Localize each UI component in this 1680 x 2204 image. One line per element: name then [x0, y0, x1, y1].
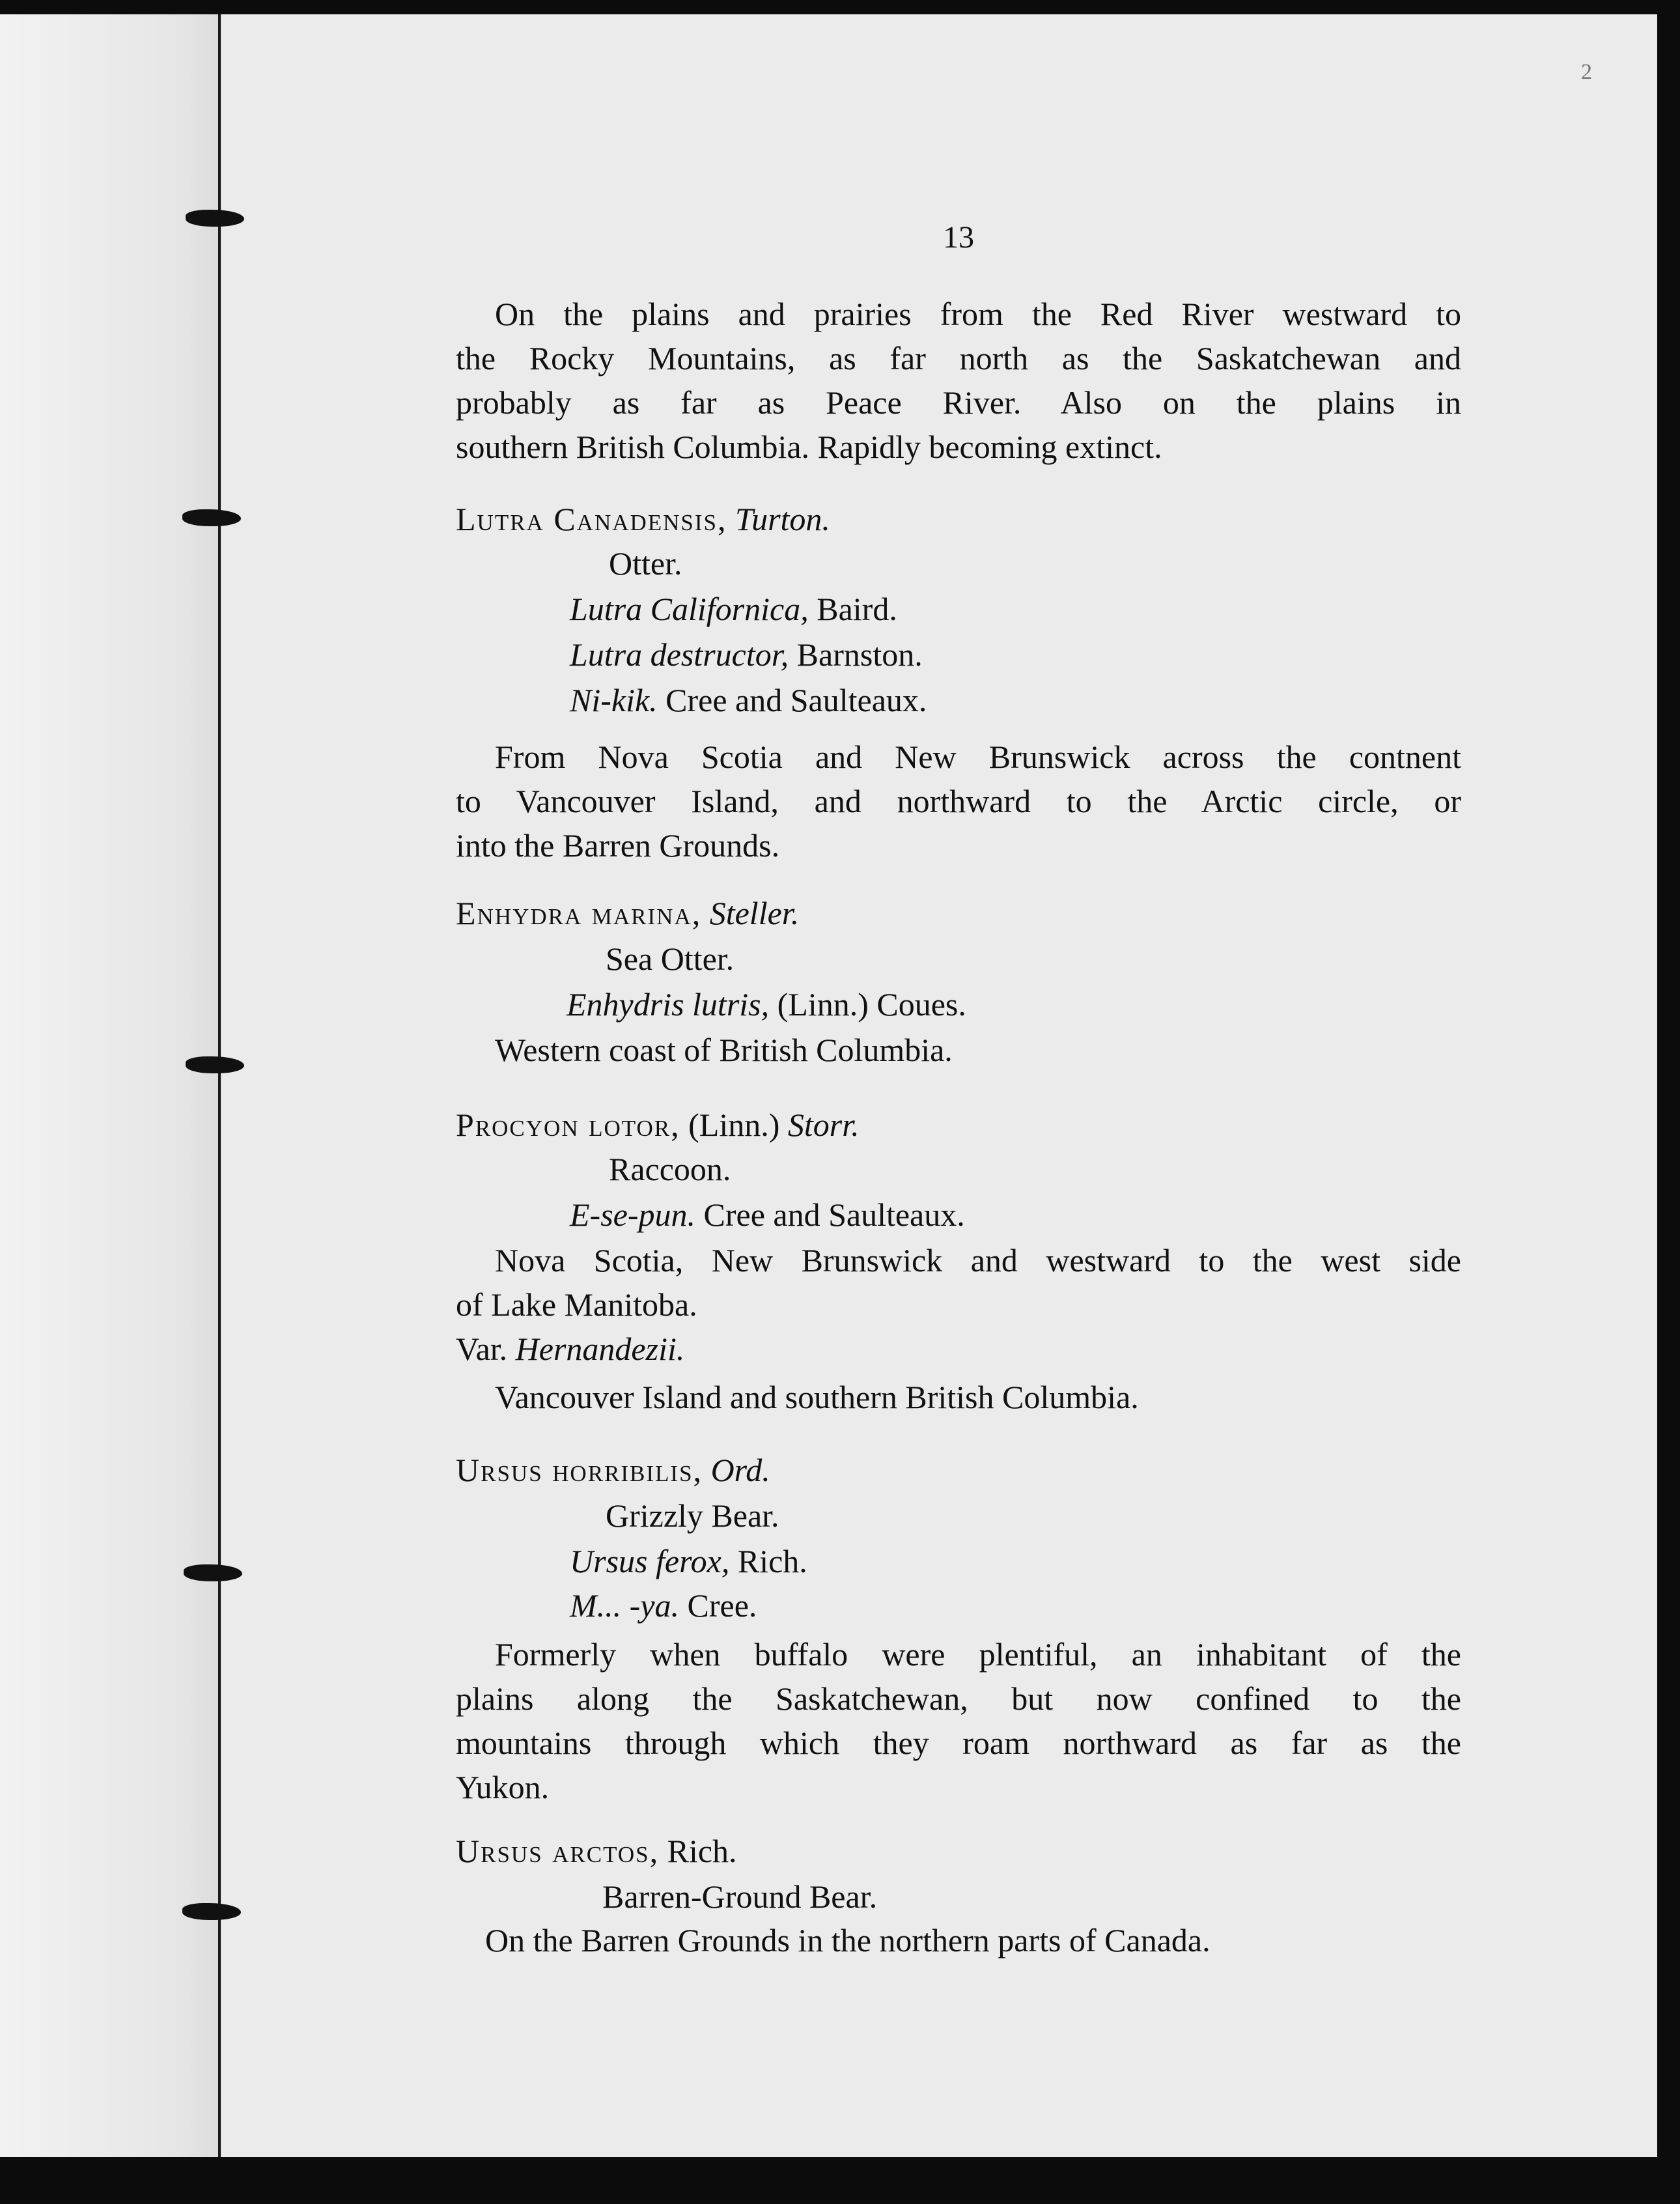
text-line: From Nova Scotia and New Brunswick across the contnent	[495, 739, 1461, 775]
binding-stitch	[186, 210, 244, 227]
synonym-author: Baird.	[817, 591, 897, 627]
synonym-line	[570, 681, 927, 720]
text-line: southern British Columbia. Rapidly becoming extinct.	[456, 429, 1162, 465]
common-name: Barren-Ground Bear.	[602, 1878, 878, 1915]
synonym-author: Cree and Saulteaux.	[703, 1196, 965, 1233]
species-name: Procyon lotor,	[456, 1107, 680, 1143]
synonym-line	[570, 1586, 757, 1625]
synonym-name: M... -ya.	[570, 1587, 679, 1624]
text-line: probably as far as Peace River. Also on the plains in	[456, 384, 1461, 421]
text-line: Vancouver Island and southern British Columbia.	[495, 1379, 1139, 1415]
species-heading	[456, 1105, 860, 1144]
text-line: Nova Scotia, New Brunswick and westward to the west side	[495, 1242, 1461, 1279]
variety-label: Var.	[456, 1331, 508, 1367]
synonym-name: Lutra destructor,	[570, 636, 789, 673]
species-author: Storr.	[787, 1107, 860, 1143]
synonym-name: Ursus ferox,	[570, 1543, 730, 1579]
synonym-line	[570, 635, 923, 674]
synonym-author: Rich.	[737, 1543, 807, 1579]
species-author: Ord.	[710, 1452, 770, 1488]
synonym-author: (Linn.) Coues.	[777, 986, 966, 1023]
synonym-name: E-se-pun.	[570, 1196, 695, 1233]
common-name: Grizzly Bear.	[606, 1497, 779, 1534]
species-author: Rich.	[667, 1833, 737, 1869]
text-line: of Lake Manitoba.	[456, 1286, 697, 1323]
synonym-name: Enhydris lutris,	[567, 986, 770, 1023]
text-line: mountains through which they roam northward as far as the	[456, 1725, 1461, 1761]
synonym-line	[570, 589, 897, 629]
page-number: 13	[943, 220, 974, 255]
synonym-line	[570, 1195, 965, 1234]
binding-stitch	[182, 1903, 241, 1920]
synonym-name: Lutra Californica,	[570, 591, 809, 627]
species-author: Steller.	[709, 895, 800, 931]
synonym-author: Cree.	[687, 1587, 757, 1624]
species-name: Enhydra marina,	[456, 895, 702, 931]
species-name: Lutra Canadensis,	[456, 501, 727, 537]
text-line: the Rocky Mountains, as far north as the Saskatchewan and	[456, 340, 1461, 376]
binding-edge	[218, 14, 221, 2157]
species-authority: (Linn.)	[688, 1107, 780, 1143]
common-name: Raccoon.	[609, 1151, 731, 1187]
species-author: Turton.	[735, 501, 830, 537]
synonym-author: Cree and Saulteaux.	[665, 682, 927, 718]
species-name: Ursus arctos,	[456, 1833, 660, 1869]
binding-stitch	[182, 509, 241, 526]
binding-stitch	[186, 1056, 244, 1073]
text-line: On the Barren Grounds in the northern parts of Canada.	[485, 1922, 1211, 1958]
synonym-author: Barnston.	[796, 636, 923, 673]
corner-mark: 2	[1581, 60, 1592, 84]
text-line: Formerly when buffalo were plentiful, an inhabitant of the	[495, 1636, 1461, 1673]
variety-name: Hernandezii.	[515, 1331, 685, 1367]
species-heading	[456, 500, 830, 539]
text-line: into the Barren Grounds.	[456, 827, 780, 864]
synonym-name: Ni-kik.	[570, 682, 658, 718]
synonym-line	[567, 985, 966, 1024]
text-line: On the plains and prairies from the Red River westward to	[495, 296, 1461, 332]
species-heading	[456, 1831, 737, 1871]
scanned-page	[0, 14, 1657, 2157]
text-line: Yukon.	[456, 1769, 550, 1805]
binding-gutter	[0, 14, 221, 2157]
species-heading	[456, 1450, 770, 1490]
variety-line	[456, 1329, 684, 1368]
species-name: Ursus horribilis,	[456, 1452, 703, 1488]
text-line: to Vancouver Island, and northward to the Arctic circle, or	[456, 783, 1461, 819]
binding-stitch	[184, 1564, 242, 1581]
species-heading	[456, 894, 799, 933]
common-name: Sea Otter.	[606, 940, 735, 977]
text-line: plains along the Saskatchewan, but now confined to the	[456, 1680, 1461, 1717]
synonym-line	[570, 1542, 807, 1581]
common-name: Otter.	[609, 545, 682, 582]
text-line: Western coast of British Columbia.	[495, 1032, 953, 1068]
